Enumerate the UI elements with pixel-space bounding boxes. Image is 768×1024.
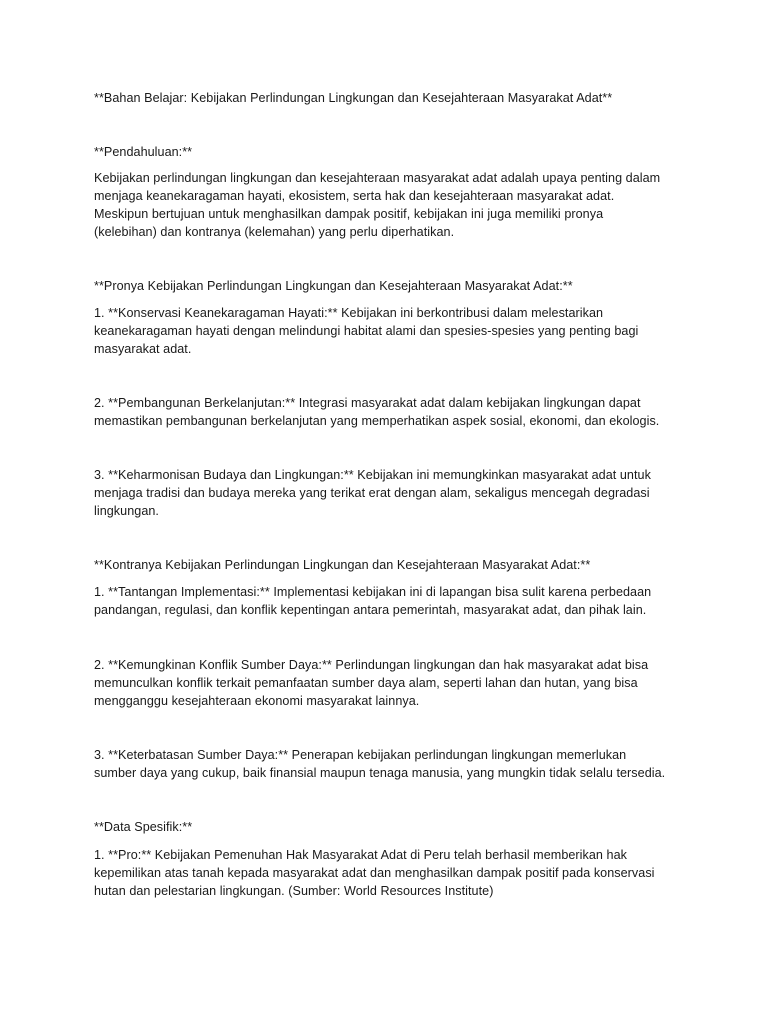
intro-line: Meskipun bertujuan untuk menghasilkan dampak positif, kebijakan ini juga memiliki pronya xyxy=(94,207,604,221)
intro-line: Kebijakan perlindungan lingkungan dan kesejahteraan masyarakat adat adalah upaya penting dalam xyxy=(94,171,661,185)
cons-item-line: pandangan, regulasi, dan konflik kepentingan antara pemerintah, masyarakat adat, dan pihak lain. xyxy=(94,603,647,617)
intro-heading: **Pendahuluan:** xyxy=(94,145,193,159)
cons-heading: **Kontranya Kebijakan Perlindungan Lingkungan dan Kesejahteraan Masyarakat Adat:** xyxy=(94,558,591,572)
cons-item-line: 1. **Tantangan Implementasi:** Implementasi kebijakan ini di lapangan bisa sulit karena perbedaan xyxy=(94,585,652,599)
specific-item-line: hutan dan pelestarian lingkungan. (Sumber: World Resources Institute) xyxy=(94,884,494,898)
intro-line: (kelebihan) dan kontranya (kelemahan) yang perlu diperhatikan. xyxy=(94,225,455,239)
pros-item-line: 1. **Konservasi Keanekaragaman Hayati:** Kebijakan ini berkontribusi dalam melestarikan xyxy=(94,306,604,320)
cons-item-line: memunculkan konflik terkait pemanfaatan sumber daya alam, seperti lahan dan hutan, yang bisa xyxy=(94,676,638,690)
cons-item-line: 2. **Kemungkinan Konflik Sumber Daya:** Perlindungan lingkungan dan hak masyarakat adat bisa xyxy=(94,658,649,672)
pros-item-line: memastikan pembangunan berkelanjutan yang memperhatikan aspek sosial, ekonomi, dan ekologis. xyxy=(94,414,660,428)
specific-item-line: kepemilikan atas tanah kepada masyarakat adat dan menghasilkan dampak positif pada konservasi xyxy=(94,866,655,880)
pros-item-line: 3. **Keharmonisan Budaya dan Lingkungan:** Kebijakan ini memungkinkan masyarakat adat untuk xyxy=(94,468,651,482)
pros-item-line: 2. **Pembangunan Berkelanjutan:** Integrasi masyarakat adat dalam kebijakan lingkungan dapat xyxy=(94,396,641,410)
document-title: **Bahan Belajar: Kebijakan Perlindungan Lingkungan dan Kesejahteraan Masyarakat Adat** xyxy=(94,91,613,105)
pros-item-line: keanekaragaman hayati dengan melindungi habitat alami dan spesies-spesies yang penting bagi xyxy=(94,324,639,338)
pros-item-line: masyarakat adat. xyxy=(94,342,192,356)
pros-item-line: menjaga tradisi dan budaya mereka yang terikat erat dengan alam, sekaligus mencegah degradasi xyxy=(94,486,650,500)
intro-line: menjaga keanekaragaman hayati, ekosistem, serta hak dan kesejahteraan masyarakat adat. xyxy=(94,189,615,203)
pros-item-line: lingkungan. xyxy=(94,504,159,518)
pros-heading: **Pronya Kebijakan Perlindungan Lingkungan dan Kesejahteraan Masyarakat Adat:** xyxy=(94,279,573,293)
cons-item-line: sumber daya yang cukup, baik finansial maupun tenaga manusia, yang mungkin tidak selalu tersedia. xyxy=(94,766,666,780)
cons-item-line: mengganggu kesejahteraan ekonomi masyarakat lainnya. xyxy=(94,694,420,708)
specific-item-line: 1. **Pro:** Kebijakan Pemenuhan Hak Masyarakat Adat di Peru telah berhasil memberikan hak xyxy=(94,848,627,862)
cons-item-line: 3. **Keterbatasan Sumber Daya:** Penerapan kebijakan perlindungan lingkungan memerlukan xyxy=(94,748,627,762)
specific-heading: **Data Spesifik:** xyxy=(94,820,193,834)
